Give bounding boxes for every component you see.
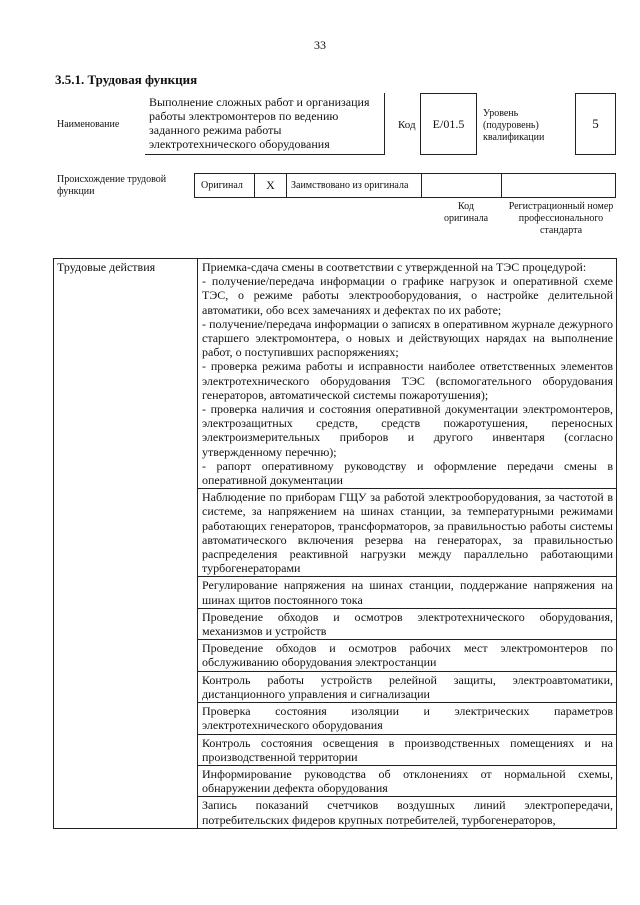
action-text: Приемка-сдача смены в соответствии с утвержденной на ТЭС процедурой: [202,260,587,274]
code-box [420,93,477,155]
level-value: 5 [592,116,599,131]
original-label: Оригинал [195,174,255,197]
section-title: 3.5.1. Трудовая функция [55,72,198,87]
action-text: - проверка наличия и состояния оперативной документации электромонтеров, электрозащитных средств, средств пожаротушения, переносных электроизмерительных приборов и другого инвентаря (согласно утвержденному перечню); [202,402,613,459]
code-value: E/01.5 [432,116,465,131]
action-cell: Наблюдение по приборам ГЩУ за работой электрооборудования, за частотой в системе, за напряжением на шинах станции, за температурными режимами работающих генераторов, трансформаторов, за правильностью работы системы автоматического включения резерва на генераторах, за правильностью распределения реактивной нагрузки между параллельно работающими турбогенераторами [198,489,617,577]
reg-number-cell [502,174,615,197]
action-text: - получение/передача информации о графике нагрузок и оперативной схеме ТЭС, о режиме работы электрооборудования, о настройке делительной автоматики, обо всех замечаниях и дефектах по их работе; [202,274,613,317]
name-label: Наименование [57,119,120,130]
action-cell: Регулирование напряжения на шинах станции, поддержание напряжения на шинах щитов постоянного тока [198,577,617,608]
action-text: - рапорт оперативному руководству и оформление передачи смены в оперативной документации [202,458,613,488]
action-text: - проверка режима работы и исправности наиболее ответственных элементов электротехнического оборудования ТЭС (вспомогательного оборудования генераторов, автоматической системы пожаротушения); [202,359,613,402]
action-cell: Проверка состояния изоляции и электрических параметров электротехнического оборудования [198,703,617,734]
code-label: Код [398,119,416,131]
function-name-box [145,93,385,155]
action-cell [198,259,617,489]
level-label: Уровень (подуровень) квалификации [483,108,545,143]
function-name: Выполнение сложных работ и организация работы электромонтеров по ведению заданного режима работы электротехнического оборудования [149,95,370,151]
labor-actions-table [53,258,617,829]
action-cell: Контроль работы устройств релейной защиты, электроавтоматики, дистанционного управления и сигнализации [198,671,617,702]
action-cell: Контроль состояния освещения в производственных помещениях и на производственной территории [198,734,617,765]
action-cell: Проведение обходов и осмотров электротехнического оборудования, механизмов и устройств [198,608,617,639]
action-cell: Запись показаний счетчиков воздушных линий электропередачи, потребительских фидеров крупных потребителей, турбогенераторов, [198,797,617,828]
page-number: 33 [314,38,326,52]
reg-number-caption: Регистрационный номер профессионального стандарта [508,201,614,236]
action-cell: Проведение обходов и осмотров рабочих мест электромонтеров по обслуживанию оборудования электростанции [198,640,617,671]
action-text: - получение/передача информации о записях в оперативном журнале дежурного старшего электромонтера, о новых и действующих нарядах на выполнение работ, о поступивших распоряжениях; [202,316,613,360]
origin-table [194,173,616,198]
code-original-caption: Код оригинала [443,201,489,224]
borrowed-label: Заимствовано из оригинала [287,174,422,197]
row-label-cell [54,259,198,829]
action-cell: Информирование руководства об отклонениях от нормальной схемы, обнаружении дефекта оборудования [198,765,617,796]
level-box [575,93,616,155]
table-row [54,259,617,489]
code-original-cell [422,174,502,197]
row-label: Трудовые действия [57,260,156,274]
original-mark: X [255,174,287,197]
origin-label: Происхождение трудовой функции [57,174,167,197]
